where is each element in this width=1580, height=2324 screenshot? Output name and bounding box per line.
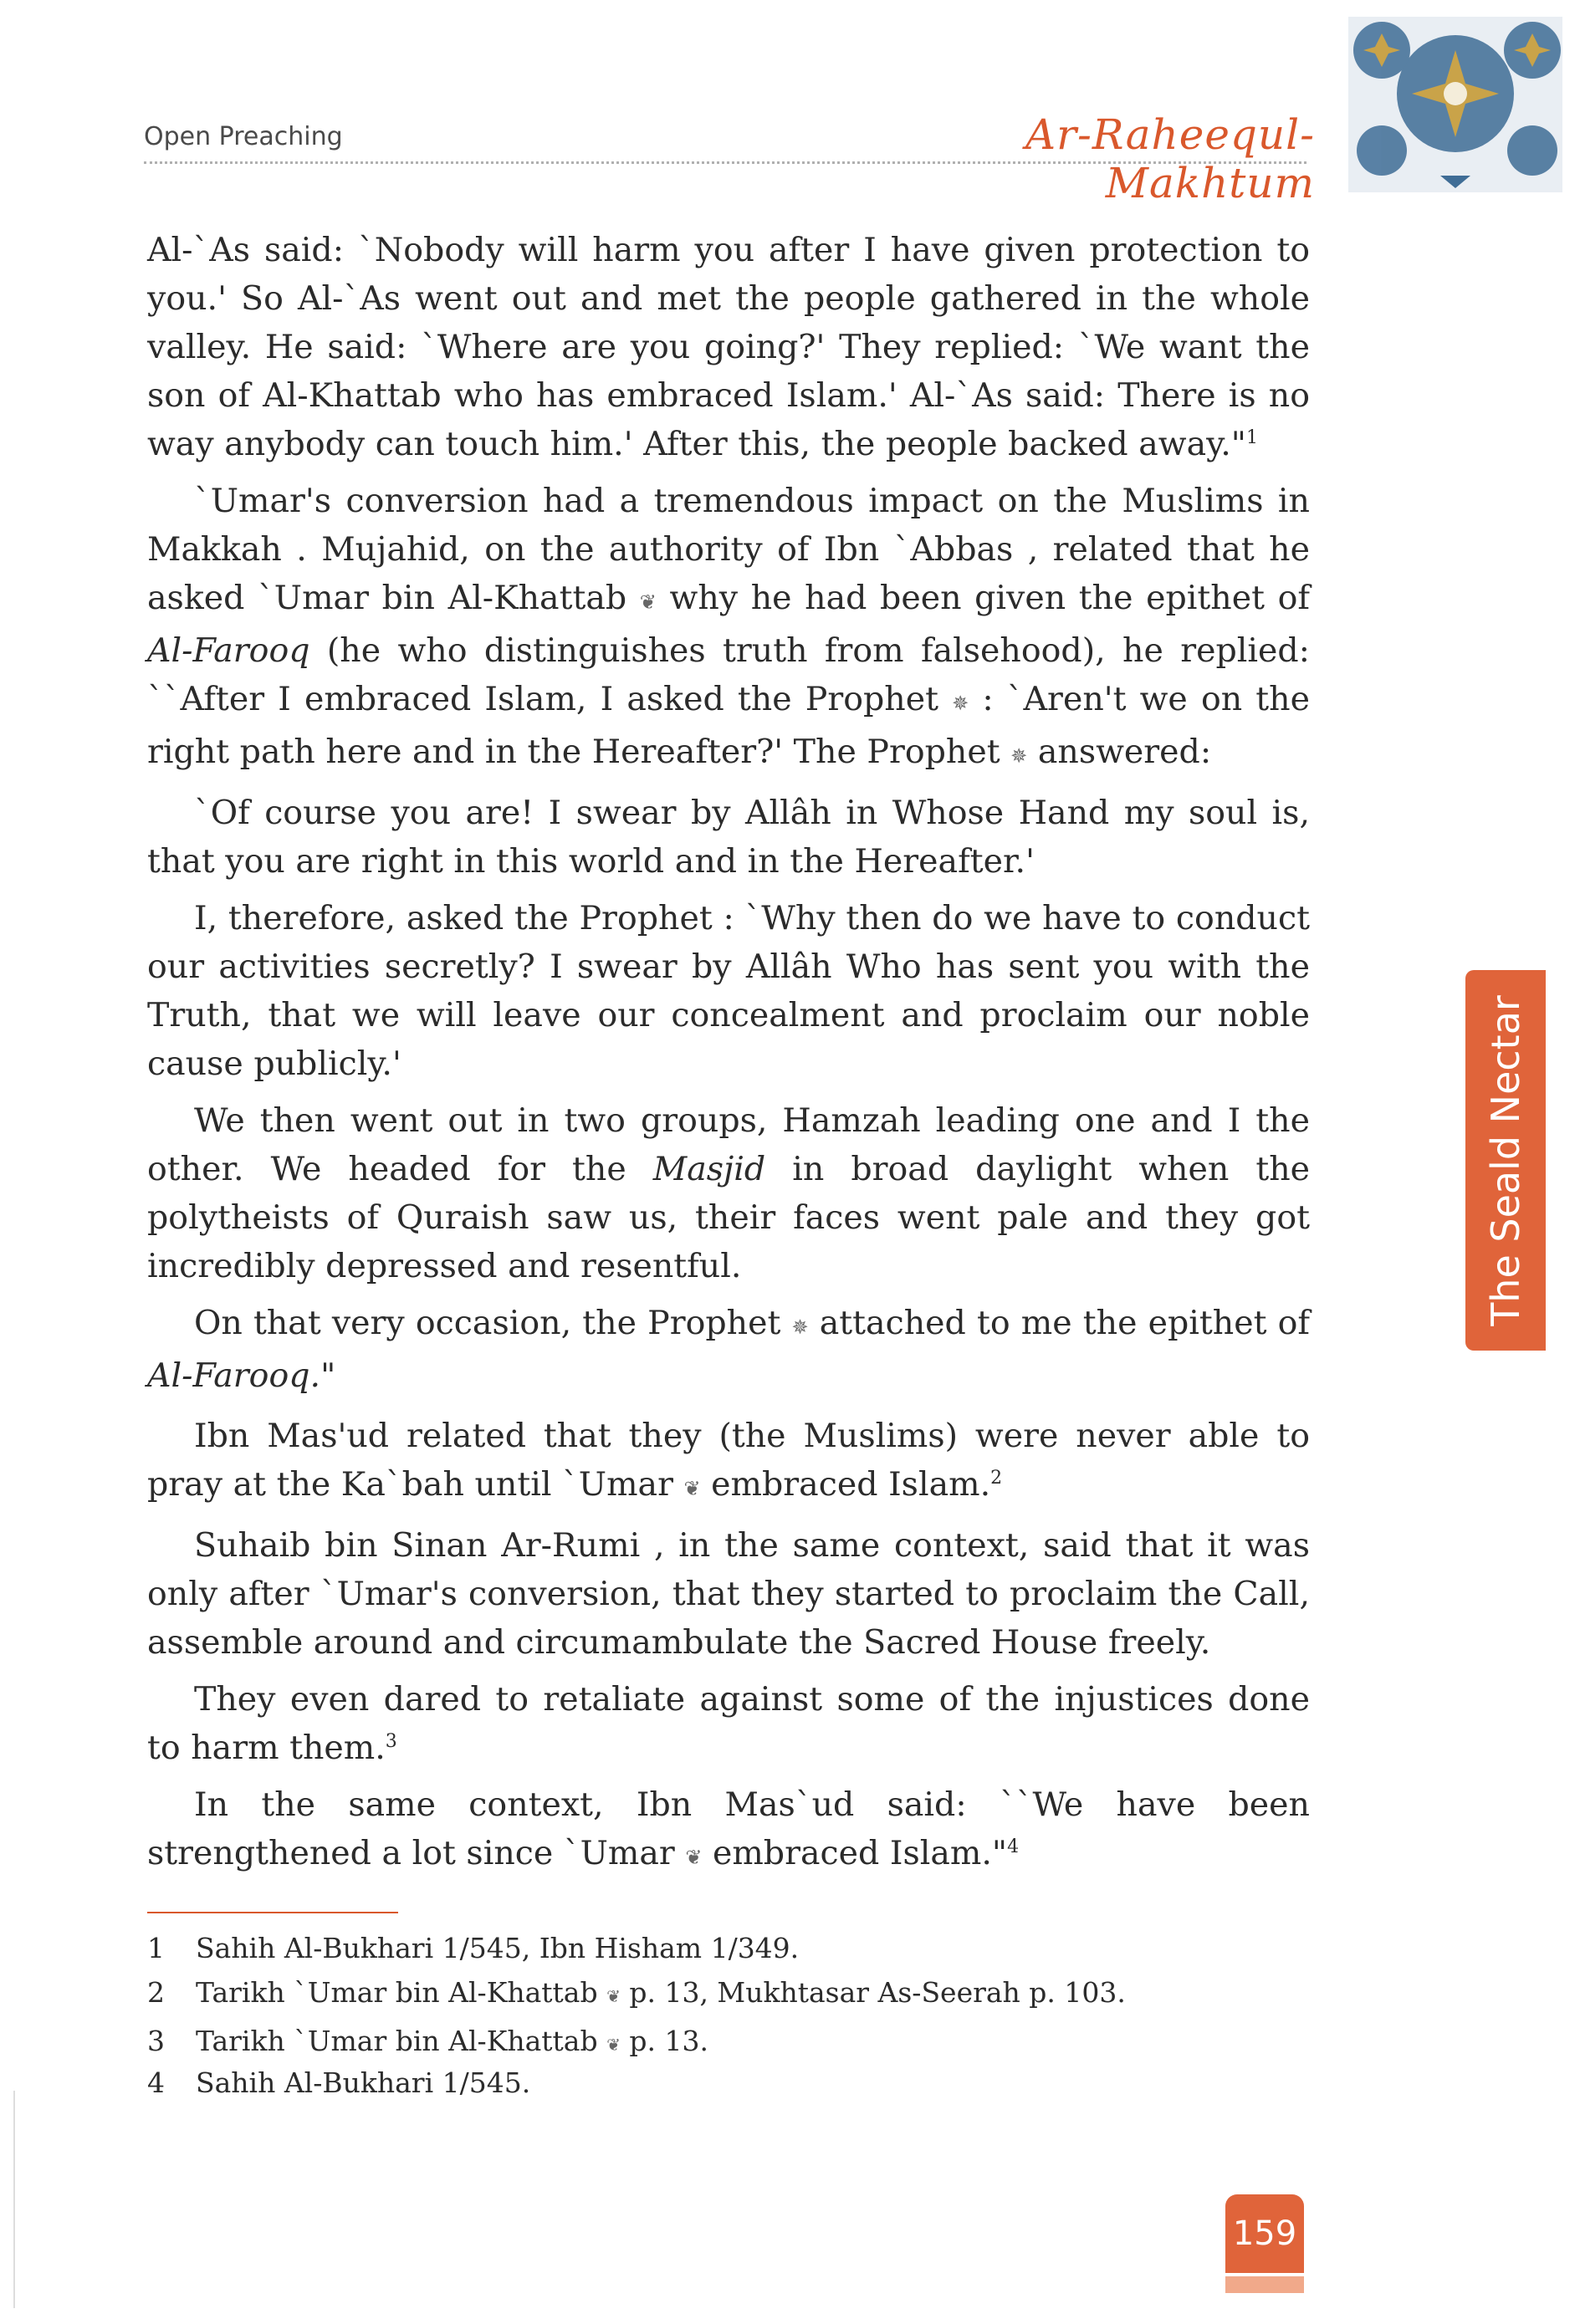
paragraph: We then went out in two groups, Hamzah leading one and I the other. We headed for the Masjid in broad daylight when the polytheists of Quraish saw us, their faces went pale and they got incredibly depressed and resentful. — [147, 1101, 1311, 1285]
footnote-number: 2 — [147, 1976, 165, 2009]
footnote-number: 3 — [147, 2025, 165, 2057]
paragraph: Suhaib bin Sinan Ar-Rumi , in the same context, said that it was only after `Umar's conversion, that they started to proclaim the Call, assemble around and circumambulate the Sacred House freely. — [147, 1526, 1310, 1662]
paragraph: They even dared to retaliate against some of the injustices done to harm them.$^3$ — [147, 1680, 1310, 1767]
page-edge-line — [13, 2091, 15, 2308]
footnote-number: 1 — [147, 1932, 165, 1964]
footnote-ref: 4 — [1007, 1836, 1020, 1857]
honorific-glyph-icon: ✵ — [791, 1315, 809, 1339]
honorific-glyph-icon: ❦ — [639, 590, 657, 614]
footnotes — [147, 1926, 1310, 2105]
header-dotted-rule — [144, 161, 1306, 164]
honorific-glyph-icon: ✵ — [952, 692, 969, 715]
footnote-ref: 2 — [990, 1467, 1003, 1489]
footnote-text: Sahih Al-Bukhari 1/545, Ibn Hisham 1/349. — [196, 1932, 800, 1964]
paragraph: I, therefore, asked the Prophet : `Why then do we have to conduct our activities secretly? I swear by Allâh Who has sent you with the Truth, that we will leave our concealment and proclaim our noble cause publicly.' — [147, 899, 1310, 1083]
page-number-strip — [1225, 2276, 1304, 2293]
running-header-section: Open Preaching — [144, 122, 343, 151]
honorific-glyph-icon: ❦ — [606, 1986, 621, 2006]
footnote-ref: 3 — [385, 1730, 397, 1752]
paragraph: `Umar's conversion had a tremendous impact on the Muslims in Makkah . Mujahid, on the authority of Ibn `Abbas , related that he asked `Umar bin Al-Khattab ❦ why he had been given the epithet of Al-Farooq (he who distinguishes truth from falsehood), he replied: ``After I embraced Islam, I asked the Prophet ✵ : `Aren't we on the right path here and in the Hereafter?' The Prophet ✵ answered: — [147, 482, 1310, 771]
footnote-text: Tarikh `Umar bin Al-Khattab ❦ p. 13. — [196, 2025, 708, 2057]
honorific-glyph-icon: ✵ — [1010, 744, 1028, 768]
side-tab — [1465, 970, 1546, 1351]
footnote-ref: 1 — [1245, 426, 1258, 448]
body-text — [147, 226, 1310, 1890]
footnote-text: Sahih Al-Bukhari 1/545. — [196, 2066, 531, 2099]
running-header-book-title: Ar-Raheequl-Makhtum — [1025, 110, 1315, 207]
honorific-glyph-icon: ❦ — [685, 1846, 703, 1869]
footnote-item — [147, 2061, 1310, 2105]
footnote-item — [147, 1926, 1310, 1970]
paragraph: `Of course you are! I swear by Allâh in Whose Hand my soul is, that you are right in this world and in the Hereafter.' — [147, 794, 1310, 881]
honorific-glyph-icon: ❦ — [606, 2035, 621, 2055]
footnote-separator — [147, 1912, 398, 1913]
paragraph: In the same context, Ibn Mas`ud said: ``We have been strengthened a lot since `Umar ❦ embraced Islam."$^4$ — [147, 1785, 1310, 1872]
honorific-glyph-icon: ❦ — [683, 1477, 701, 1500]
arabesque-ornament-icon — [1348, 17, 1562, 192]
side-tab-label: The Seald Nectar — [1483, 994, 1528, 1326]
paragraph: On that very occasion, the Prophet ✵ attached to me the epithet of Al-Farooq." — [147, 1304, 1310, 1395]
footnote-number: 4 — [147, 2066, 165, 2099]
paragraph: Al-`As said: `Nobody will harm you after I have given protection to you.' So Al-`As went out and met the people gathered in the whole valley. He said: `Where are you going?' They replied: `We want the son of Al-Khattab who has embraced Islam.' Al-`As said: There is no way anybody can touch him.' After this, the people backed away."$^1$ — [147, 231, 1310, 463]
paragraph: Ibn Mas'ud related that they (the Muslims) were never able to pray at the Ka`bah until `Umar ❦ embraced Islam.$^2$ — [147, 1417, 1310, 1504]
footnote-item — [147, 1970, 1310, 2019]
footnote-text: Tarikh `Umar bin Al-Khattab ❦ p. 13, Mukhtasar As-Seerah p. 103. — [196, 1976, 1126, 2009]
page-number: 159 — [1225, 2194, 1304, 2273]
